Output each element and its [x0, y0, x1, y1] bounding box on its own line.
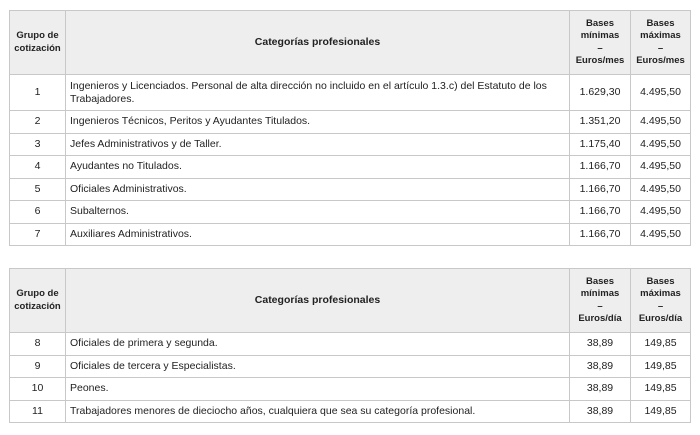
- table-row: [10, 223, 691, 246]
- table-row: [10, 111, 691, 134]
- table-header-row: [10, 11, 691, 75]
- categoria-cell: Subalternos.: [66, 201, 570, 224]
- table-row: [10, 378, 691, 401]
- base-minima-cell: 38,89: [570, 333, 631, 356]
- table-row: [10, 201, 691, 224]
- bases-minimas-header: Bases mínimas – Euros/mes: [570, 11, 631, 75]
- categoria-cell: Oficiales de tercera y Especialistas.: [66, 355, 570, 378]
- base-maxima-cell: 4.495,50: [631, 178, 691, 201]
- table-row: [10, 156, 691, 179]
- grupo-cell: 11: [10, 400, 66, 423]
- base-maxima-cell: 4.495,50: [631, 133, 691, 156]
- grupo-cell: 1: [10, 75, 66, 111]
- grupo-cell: 2: [10, 111, 66, 134]
- base-maxima-cell: 4.495,50: [631, 156, 691, 179]
- base-maxima-cell: 149,85: [631, 333, 691, 356]
- grupo-cell: 7: [10, 223, 66, 246]
- base-minima-cell: 38,89: [570, 355, 631, 378]
- categoria-cell: Ingenieros y Licenciados. Personal de alta dirección no incluido en el artículo 1.3.c) del Estatuto de los Trabajadores.: [66, 75, 570, 111]
- base-minima-cell: 1.629,30: [570, 75, 631, 111]
- bases-mensuales-table: [9, 10, 691, 246]
- base-minima-cell: 1.166,70: [570, 201, 631, 224]
- base-maxima-cell: 4.495,50: [631, 75, 691, 111]
- base-maxima-cell: 4.495,50: [631, 223, 691, 246]
- categoria-cell: Ingenieros Técnicos, Peritos y Ayudantes Titulados.: [66, 111, 570, 134]
- base-maxima-cell: 149,85: [631, 355, 691, 378]
- bases-diarias-table: [9, 268, 691, 423]
- base-maxima-cell: 149,85: [631, 378, 691, 401]
- categorias-profesionales-header: Categorías profesionales: [66, 11, 570, 75]
- base-minima-cell: 1.166,70: [570, 156, 631, 179]
- bases-maximas-header: Bases máximas – Euros/día: [631, 269, 691, 333]
- categoria-cell: Oficiales de primera y segunda.: [66, 333, 570, 356]
- table-row: [10, 178, 691, 201]
- bases-maximas-header: Bases máximas – Euros/mes: [631, 11, 691, 75]
- base-minima-cell: 1.166,70: [570, 178, 631, 201]
- base-minima-cell: 1.351,20: [570, 111, 631, 134]
- base-maxima-cell: 4.495,50: [631, 111, 691, 134]
- categoria-cell: Auxiliares Administrativos.: [66, 223, 570, 246]
- grupo-cotizacion-header: Grupo de cotización: [10, 11, 66, 75]
- categoria-cell: Oficiales Administrativos.: [66, 178, 570, 201]
- categoria-cell: Ayudantes no Titulados.: [66, 156, 570, 179]
- base-minima-cell: 1.175,40: [570, 133, 631, 156]
- table-header-row: [10, 269, 691, 333]
- table-row: [10, 133, 691, 156]
- bases-minimas-header: Bases mínimas – Euros/día: [570, 269, 631, 333]
- grupo-cell: 3: [10, 133, 66, 156]
- table-row: [10, 355, 691, 378]
- grupo-cell: 6: [10, 201, 66, 224]
- categoria-cell: Peones.: [66, 378, 570, 401]
- base-maxima-cell: 149,85: [631, 400, 691, 423]
- base-minima-cell: 38,89: [570, 400, 631, 423]
- categorias-profesionales-header: Categorías profesionales: [66, 269, 570, 333]
- grupo-cell: 10: [10, 378, 66, 401]
- table-row: [10, 333, 691, 356]
- base-minima-cell: 38,89: [570, 378, 631, 401]
- grupo-cell: 5: [10, 178, 66, 201]
- categoria-cell: Trabajadores menores de dieciocho años, cualquiera que sea su categoría profesional.: [66, 400, 570, 423]
- categoria-cell: Jefes Administrativos y de Taller.: [66, 133, 570, 156]
- table-row: [10, 75, 691, 111]
- grupo-cotizacion-header: Grupo de cotización: [10, 269, 66, 333]
- base-minima-cell: 1.166,70: [570, 223, 631, 246]
- grupo-cell: 9: [10, 355, 66, 378]
- grupo-cell: 8: [10, 333, 66, 356]
- grupo-cell: 4: [10, 156, 66, 179]
- base-maxima-cell: 4.495,50: [631, 201, 691, 224]
- table-row: [10, 400, 691, 423]
